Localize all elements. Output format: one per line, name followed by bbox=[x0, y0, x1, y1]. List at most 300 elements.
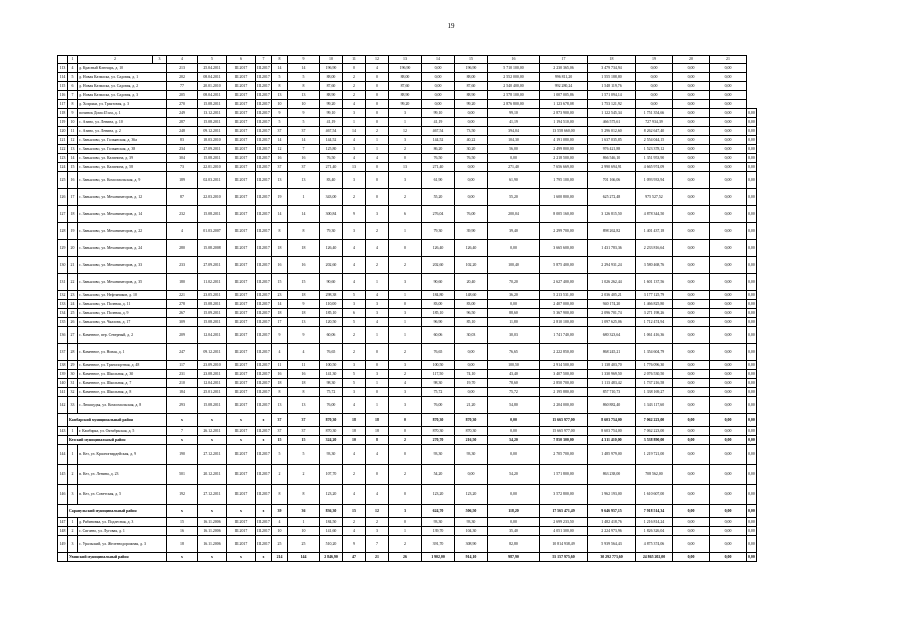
value-cell: 0 bbox=[389, 240, 422, 257]
address-cell: д. Новая Казмаска, ул. Садовая, д. 2 bbox=[78, 82, 167, 91]
value-cell: 2 bbox=[366, 518, 389, 527]
value-cell: 0,00 bbox=[422, 91, 455, 100]
value-cell: 0 bbox=[389, 300, 422, 309]
value-cell: 9 bbox=[288, 109, 320, 118]
value-cell: III.2017 bbox=[256, 527, 272, 536]
value-cell: 8 bbox=[366, 436, 389, 445]
table-row bbox=[58, 118, 757, 127]
value-cell: 99,10 bbox=[422, 109, 455, 118]
value-cell: 5 bbox=[288, 118, 320, 127]
value-cell: 13 bbox=[288, 91, 320, 100]
value-cell: 0,00 bbox=[747, 172, 757, 189]
value-cell: 2 bbox=[343, 465, 366, 485]
address-cell: п. Кез, ул. Красногвардейская, д. 9 bbox=[78, 445, 167, 465]
value-cell: 13 558 660,00 bbox=[540, 127, 588, 136]
value-cell: 0 bbox=[389, 518, 422, 527]
value-cell: 249 bbox=[167, 109, 198, 118]
value-cell: 73 bbox=[167, 163, 198, 172]
value-cell: 189 bbox=[167, 172, 198, 189]
value-cell: 0,00 bbox=[747, 427, 757, 436]
value-cell: 0,00 bbox=[673, 309, 710, 318]
value-cell: 37 bbox=[288, 414, 320, 427]
value-cell: 0,00 bbox=[636, 100, 673, 109]
value-cell: 0 bbox=[366, 109, 389, 118]
value-cell: 1 795 100,00 bbox=[540, 172, 588, 189]
value-cell: 987,90 bbox=[488, 553, 540, 562]
value-cell: x bbox=[167, 414, 198, 427]
value-cell: 0,00 bbox=[747, 127, 757, 136]
value-cell: 4 bbox=[288, 344, 320, 361]
value-cell: 27.12.2011 bbox=[198, 485, 227, 505]
value-cell: 76,00 bbox=[455, 206, 488, 223]
value-cell: 0,00 bbox=[710, 100, 747, 109]
value-cell: 0,00 bbox=[747, 309, 757, 318]
value-cell: 1 113 483,42 bbox=[588, 379, 636, 388]
value-cell: 93,30 bbox=[320, 445, 343, 465]
value-cell: 0,00 bbox=[488, 240, 540, 257]
value-cell: 08.04.2011 bbox=[198, 91, 227, 100]
header-cell: 3 bbox=[153, 56, 167, 64]
value-cell: 3 bbox=[389, 109, 422, 118]
item-index-cell: 6 bbox=[68, 82, 78, 91]
value-cell: 0,00 bbox=[747, 291, 757, 300]
value-cell: 501 bbox=[167, 465, 198, 485]
address-cell: с. Завьялово, ул. Механизаторов, д. 24 bbox=[78, 240, 167, 257]
value-cell: 76,65 bbox=[320, 344, 343, 361]
value-cell: 79,30 bbox=[320, 223, 343, 240]
row-number-cell: 141 bbox=[58, 388, 68, 397]
value-cell: x bbox=[227, 553, 256, 562]
address-cell: с. Завьялово, ул. Калинина, д. 39 bbox=[78, 154, 167, 163]
value-cell: 0,00 bbox=[455, 189, 488, 206]
item-index-cell: 19 bbox=[68, 223, 78, 240]
value-cell: 18 bbox=[288, 291, 320, 300]
district-name-cell: Увинский муниципальный район bbox=[68, 553, 167, 562]
item-index-cell: 21 bbox=[68, 257, 78, 274]
value-cell: 1 751 354,66 bbox=[636, 109, 673, 118]
item-index-cell: 18 bbox=[68, 206, 78, 223]
value-cell: 12.04.2011 bbox=[198, 379, 227, 388]
value-cell: 125,80 bbox=[320, 145, 343, 154]
value-cell: 271,40 bbox=[488, 163, 540, 172]
value-cell: 300,84 bbox=[320, 206, 343, 223]
value-cell: 13 bbox=[343, 163, 366, 172]
value-cell: 10 bbox=[272, 527, 288, 536]
value-cell: 1 962 193,00 bbox=[588, 485, 636, 505]
value-cell: 1 401 437,18 bbox=[636, 223, 673, 240]
value-cell: III.2017 bbox=[256, 100, 272, 109]
value-cell: III.2017 bbox=[256, 172, 272, 189]
item-index-cell: 11 bbox=[68, 127, 78, 136]
value-cell: 0,00 bbox=[673, 436, 710, 445]
value-cell: 0,00 bbox=[710, 145, 747, 154]
value-cell: 5 bbox=[343, 370, 366, 379]
value-cell: 14 bbox=[343, 127, 366, 136]
value-cell: 14 bbox=[288, 136, 320, 145]
item-index-cell: 26 bbox=[68, 318, 78, 327]
value-cell: 267 bbox=[167, 309, 198, 318]
value-cell: 0,00 bbox=[710, 206, 747, 223]
value-cell: 0,00 bbox=[747, 136, 757, 145]
value-cell: 43,40 bbox=[488, 370, 540, 379]
value-cell: 15 bbox=[167, 518, 198, 527]
table-row bbox=[58, 485, 757, 505]
header-cell: 17 bbox=[540, 56, 588, 64]
value-cell: III.2017 bbox=[227, 145, 256, 154]
value-cell: 4 bbox=[343, 257, 366, 274]
value-cell: III.2017 bbox=[256, 127, 272, 136]
value-cell: 88,00 bbox=[320, 73, 343, 82]
row-number-cell: 122 bbox=[58, 145, 68, 154]
value-cell: 5 296 012,60 bbox=[588, 127, 636, 136]
value-cell: 01.03.2007 bbox=[198, 223, 227, 240]
value-cell: III.2017 bbox=[256, 64, 272, 73]
table-row bbox=[58, 127, 757, 136]
value-cell: 2 578 100,00 bbox=[488, 91, 540, 100]
value-cell: 180 bbox=[167, 274, 198, 291]
value-cell: 1 466 825,80 bbox=[636, 300, 673, 309]
value-cell: 123,20 bbox=[320, 485, 343, 505]
value-cell: 1 753 121,92 bbox=[588, 100, 636, 109]
value-cell: 83,00 bbox=[422, 300, 455, 309]
value-cell: 0,00 bbox=[710, 553, 747, 562]
value-cell: III.2017 bbox=[227, 309, 256, 318]
housing-program-table bbox=[57, 55, 757, 562]
value-cell: 41,19 bbox=[422, 118, 455, 127]
value-cell: 2 bbox=[343, 82, 366, 91]
value-cell: III.2017 bbox=[227, 318, 256, 327]
value-cell: 976 421,88 bbox=[588, 145, 636, 154]
value-cell: 98,30 bbox=[422, 379, 455, 388]
value-cell: 0,00 bbox=[747, 145, 757, 154]
value-cell: 0 bbox=[366, 163, 389, 172]
address-cell: с. Каменное, ул. Школьная, д. 30 bbox=[78, 370, 167, 379]
value-cell: 214 bbox=[272, 553, 288, 562]
value-cell: 0,00 bbox=[710, 309, 747, 318]
value-cell: III.2017 bbox=[227, 109, 256, 118]
address-cell: д. Красный Ключарь, д. 10 bbox=[78, 64, 167, 73]
value-cell: 0 bbox=[366, 344, 389, 361]
value-cell: 2 bbox=[389, 189, 422, 206]
value-cell: 205 bbox=[167, 91, 198, 100]
value-cell: 144,52 bbox=[422, 136, 455, 145]
value-cell: 18 bbox=[272, 309, 288, 318]
value-cell: 2 bbox=[366, 127, 389, 136]
row-number-cell: 113 bbox=[58, 64, 68, 73]
value-cell: 15.08.2011 bbox=[198, 154, 227, 163]
address-cell: д. Рябиновка, ул. Подлесная, д. 3 bbox=[78, 518, 167, 527]
value-cell: 3 bbox=[389, 309, 422, 318]
value-cell: 4 191 080,00 bbox=[540, 136, 588, 145]
value-cell: 3 126 815,50 bbox=[588, 206, 636, 223]
value-cell: 196,90 bbox=[320, 64, 343, 73]
value-cell: 4 bbox=[366, 485, 389, 505]
value-cell: 18 bbox=[288, 309, 320, 318]
table-row bbox=[58, 189, 757, 206]
table-row bbox=[58, 318, 757, 327]
row-number-cell: 145 bbox=[58, 465, 68, 485]
value-cell: 27.09.2011 bbox=[198, 145, 227, 154]
address-cell: с. Каменное, ул. Школьная, д. 7 bbox=[78, 379, 167, 388]
value-cell: 202 bbox=[167, 73, 198, 82]
value-cell: 09.12.2011 bbox=[198, 344, 227, 361]
value-cell: 0,00 bbox=[673, 370, 710, 379]
value-cell: 76,50 bbox=[455, 154, 488, 163]
value-cell: 870,30 bbox=[455, 427, 488, 436]
value-cell: 0,00 bbox=[710, 465, 747, 485]
value-cell: 870,30 bbox=[422, 414, 455, 427]
value-cell: 55 157 975,60 bbox=[540, 553, 588, 562]
item-index-cell: 14 bbox=[68, 154, 78, 163]
value-cell: 3 bbox=[366, 370, 389, 379]
district-name-cell: Сарапульский муниципальный район bbox=[68, 505, 167, 518]
value-cell: III.2017 bbox=[227, 189, 256, 206]
table-row bbox=[58, 136, 757, 145]
value-cell: 54,20 bbox=[422, 465, 455, 485]
value-cell: 148,60 bbox=[455, 291, 488, 300]
value-cell: 0,00 bbox=[747, 414, 757, 427]
value-cell: x bbox=[198, 505, 227, 518]
value-cell: 3 bbox=[343, 145, 366, 154]
value-cell: 36 bbox=[288, 505, 320, 518]
value-cell: 13 bbox=[389, 163, 422, 172]
value-cell: 2 bbox=[389, 370, 422, 379]
value-cell: 0,00 bbox=[455, 172, 488, 189]
value-cell: 506,50 bbox=[455, 505, 488, 518]
value-cell: 2 bbox=[389, 145, 422, 154]
header-cell: 5 bbox=[198, 56, 227, 64]
value-cell: III.2017 bbox=[256, 397, 272, 414]
value-cell: 4 bbox=[366, 240, 389, 257]
value-cell: 0,00 bbox=[747, 344, 757, 361]
value-cell: 8 bbox=[272, 82, 288, 91]
value-cell: 21 bbox=[366, 553, 389, 562]
value-cell: III.2017 bbox=[227, 240, 256, 257]
value-cell: III.2017 bbox=[256, 154, 272, 163]
value-cell: 3 bbox=[343, 109, 366, 118]
header-cell: 7 bbox=[256, 56, 272, 64]
value-cell: 202,60 bbox=[422, 257, 455, 274]
item-index-cell: 24 bbox=[68, 300, 78, 309]
value-cell: 76,65 bbox=[488, 344, 540, 361]
value-cell: 5 bbox=[343, 379, 366, 388]
value-cell: 18 bbox=[167, 536, 198, 553]
value-cell: 0,00 bbox=[488, 427, 540, 436]
value-cell: 60,06 bbox=[422, 327, 455, 344]
table-row bbox=[58, 274, 757, 291]
value-cell: 898 262,82 bbox=[588, 223, 636, 240]
value-cell: 13.12.2011 bbox=[198, 109, 227, 118]
address-cell: с. Завьялово, ул. Калинина, д. 58 bbox=[78, 163, 167, 172]
address-cell: с. Завьялово, ул. Механизаторов, д. 33 bbox=[78, 257, 167, 274]
value-cell: 4 bbox=[366, 64, 389, 73]
value-cell: 2 218 500,00 bbox=[540, 154, 588, 163]
value-cell: 0,00 bbox=[673, 553, 710, 562]
value-cell: III.2017 bbox=[256, 206, 272, 223]
value-cell: 141,60 bbox=[320, 527, 343, 536]
value-cell: 0,00 bbox=[673, 414, 710, 427]
value-cell: 4 bbox=[272, 344, 288, 361]
value-cell: 37 bbox=[272, 163, 288, 172]
value-cell: 0,00 bbox=[455, 388, 488, 397]
row-number-cell: 115 bbox=[58, 82, 68, 91]
value-cell: 13 bbox=[272, 397, 288, 414]
value-cell: 1 122 545,34 bbox=[588, 109, 636, 118]
value-cell: 309 bbox=[167, 318, 198, 327]
value-cell: 0 bbox=[366, 73, 389, 82]
value-cell: 0,00 bbox=[673, 223, 710, 240]
value-cell: 870,30 bbox=[455, 414, 488, 427]
value-cell: 2 233 816,64 bbox=[636, 240, 673, 257]
value-cell: 104,30 bbox=[488, 136, 540, 145]
value-cell: 87 bbox=[167, 189, 198, 206]
value-cell: 126,40 bbox=[455, 240, 488, 257]
value-cell: 4 051 300,00 bbox=[540, 527, 588, 536]
value-cell: III.2017 bbox=[256, 344, 272, 361]
address-cell: с. Завьялово, ул. Нефтяников, д. 10 bbox=[78, 291, 167, 300]
value-cell: III.2017 bbox=[256, 257, 272, 274]
value-cell: III.2017 bbox=[227, 64, 256, 73]
value-cell: 20.01.2010 bbox=[198, 82, 227, 91]
value-cell: 0,00 bbox=[747, 536, 757, 553]
value-cell: 26.12.2011 bbox=[198, 427, 227, 436]
value-cell: 1 600 800,00 bbox=[540, 189, 588, 206]
value-cell: 2 bbox=[343, 189, 366, 206]
value-cell: 5 367 900,00 bbox=[540, 309, 588, 318]
value-cell: 126,40 bbox=[320, 240, 343, 257]
value-cell: 18 bbox=[288, 379, 320, 388]
row-number-cell: 126 bbox=[58, 189, 68, 206]
row-number-cell: 119 bbox=[58, 118, 68, 127]
value-cell: 90,60 bbox=[320, 274, 343, 291]
value-cell: 233 bbox=[167, 257, 198, 274]
value-cell: 0,00 bbox=[673, 206, 710, 223]
value-cell: 1 061 416,36 bbox=[636, 327, 673, 344]
value-cell: 0,00 bbox=[710, 240, 747, 257]
row-number-cell bbox=[58, 505, 68, 518]
value-cell: III.2017 bbox=[227, 388, 256, 397]
value-cell: 391,70 bbox=[422, 536, 455, 553]
value-cell: 287 bbox=[167, 118, 198, 127]
row-number-cell: 117 bbox=[58, 100, 68, 109]
value-cell: 3 bbox=[389, 361, 422, 370]
value-cell: 1 bbox=[366, 274, 389, 291]
value-cell: 76,50 bbox=[422, 154, 455, 163]
address-cell: с. Люкшудья, ул. Комсомольская, д. 8 bbox=[78, 397, 167, 414]
value-cell: 271,40 bbox=[320, 163, 343, 172]
value-cell: 0,00 bbox=[710, 518, 747, 527]
value-cell: 3 bbox=[366, 527, 389, 536]
value-cell: 35,40 bbox=[488, 527, 540, 536]
value-cell: 466 575,61 bbox=[588, 118, 636, 127]
value-cell: 0,00 bbox=[488, 445, 540, 465]
value-cell: 1 712 474,94 bbox=[636, 318, 673, 327]
value-cell: 9 bbox=[272, 109, 288, 118]
value-cell: 1 bbox=[366, 327, 389, 344]
value-cell: 60,06 bbox=[320, 327, 343, 344]
value-cell: 8 603 754,00 bbox=[588, 427, 636, 436]
value-cell: 23.08.2011 bbox=[198, 370, 227, 379]
value-cell: 99,20 bbox=[389, 100, 422, 109]
value-cell: 1 bbox=[389, 327, 422, 344]
value-cell: 2 bbox=[389, 257, 422, 274]
value-cell: 2 552 000,00 bbox=[488, 73, 540, 82]
value-cell: 36,20 bbox=[488, 291, 540, 300]
value-cell: 1 bbox=[288, 189, 320, 206]
value-cell: 18 bbox=[366, 414, 389, 427]
value-cell: 1 485 979,00 bbox=[588, 445, 636, 465]
address-cell: г. Камбарка, ул. Октябрьская, д. 5 bbox=[78, 427, 167, 436]
value-cell: x bbox=[256, 414, 272, 427]
value-cell: 75,72 bbox=[422, 388, 455, 397]
value-cell: 0,00 bbox=[747, 109, 757, 118]
value-cell: 0,00 bbox=[673, 427, 710, 436]
value-cell: 0 bbox=[389, 485, 422, 505]
value-cell: 7 bbox=[366, 536, 389, 553]
value-cell: 8 bbox=[272, 485, 288, 505]
value-cell: 3 bbox=[366, 206, 389, 223]
value-cell: 118,20 bbox=[488, 505, 540, 518]
address-cell: починок Дома 45 км, д. 1 bbox=[78, 109, 167, 118]
header-cell: 13 bbox=[389, 56, 422, 64]
value-cell: 2 705 700,00 bbox=[540, 445, 588, 465]
district-total-row bbox=[58, 436, 757, 445]
value-cell: 5 939 564,43 bbox=[588, 536, 636, 553]
value-cell: 0,00 bbox=[710, 127, 747, 136]
value-cell: III.2017 bbox=[227, 300, 256, 309]
value-cell: 3 177 125,79 bbox=[636, 291, 673, 300]
value-cell: 870,30 bbox=[422, 427, 455, 436]
value-cell: III.2017 bbox=[256, 223, 272, 240]
value-cell: 24 865 202,00 bbox=[636, 553, 673, 562]
value-cell: 75,72 bbox=[488, 388, 540, 397]
value-cell: 39 bbox=[272, 505, 288, 518]
value-cell: 467,54 bbox=[422, 127, 455, 136]
value-cell: 0,00 bbox=[673, 536, 710, 553]
value-cell: 0,00 bbox=[673, 291, 710, 300]
value-cell: III.2017 bbox=[227, 344, 256, 361]
table-row bbox=[58, 154, 757, 163]
value-cell: 1 bbox=[389, 223, 422, 240]
value-cell: 467,54 bbox=[320, 127, 343, 136]
table-row bbox=[58, 445, 757, 465]
value-cell: 4 311 410,00 bbox=[588, 436, 636, 445]
value-cell: 8 bbox=[272, 388, 288, 397]
value-cell: 11.02.2011 bbox=[198, 274, 227, 291]
value-cell: 247 bbox=[167, 344, 198, 361]
row-number-cell: 127 bbox=[58, 206, 68, 223]
value-cell: 196,90 bbox=[455, 64, 488, 73]
value-cell: 1 338 169,27 bbox=[636, 388, 673, 397]
value-cell: 79,30 bbox=[422, 223, 455, 240]
value-cell: 4 875 374,06 bbox=[636, 536, 673, 553]
address-cell: с. Уральский, ул. Железнодорожная, д. 3 bbox=[78, 536, 167, 553]
address-cell: с. Завьялово, ул. Гольянская, д. 38 bbox=[78, 145, 167, 154]
value-cell: 88,00 bbox=[455, 73, 488, 82]
row-number-cell: 128 bbox=[58, 223, 68, 240]
value-cell: 343,00 bbox=[320, 189, 343, 206]
value-cell: 12.04.2011 bbox=[198, 327, 227, 344]
value-cell: 37 bbox=[288, 427, 320, 436]
value-cell: 23.05.2011 bbox=[198, 291, 227, 300]
table-row bbox=[58, 109, 757, 118]
value-cell: 0,00 bbox=[710, 388, 747, 397]
value-cell: 1 610 607,00 bbox=[636, 485, 673, 505]
value-cell: 1 637 035,85 bbox=[588, 136, 636, 145]
item-index-cell: 33 bbox=[68, 397, 78, 414]
district-total-row bbox=[58, 414, 757, 427]
value-cell: 196,90 bbox=[389, 64, 422, 73]
